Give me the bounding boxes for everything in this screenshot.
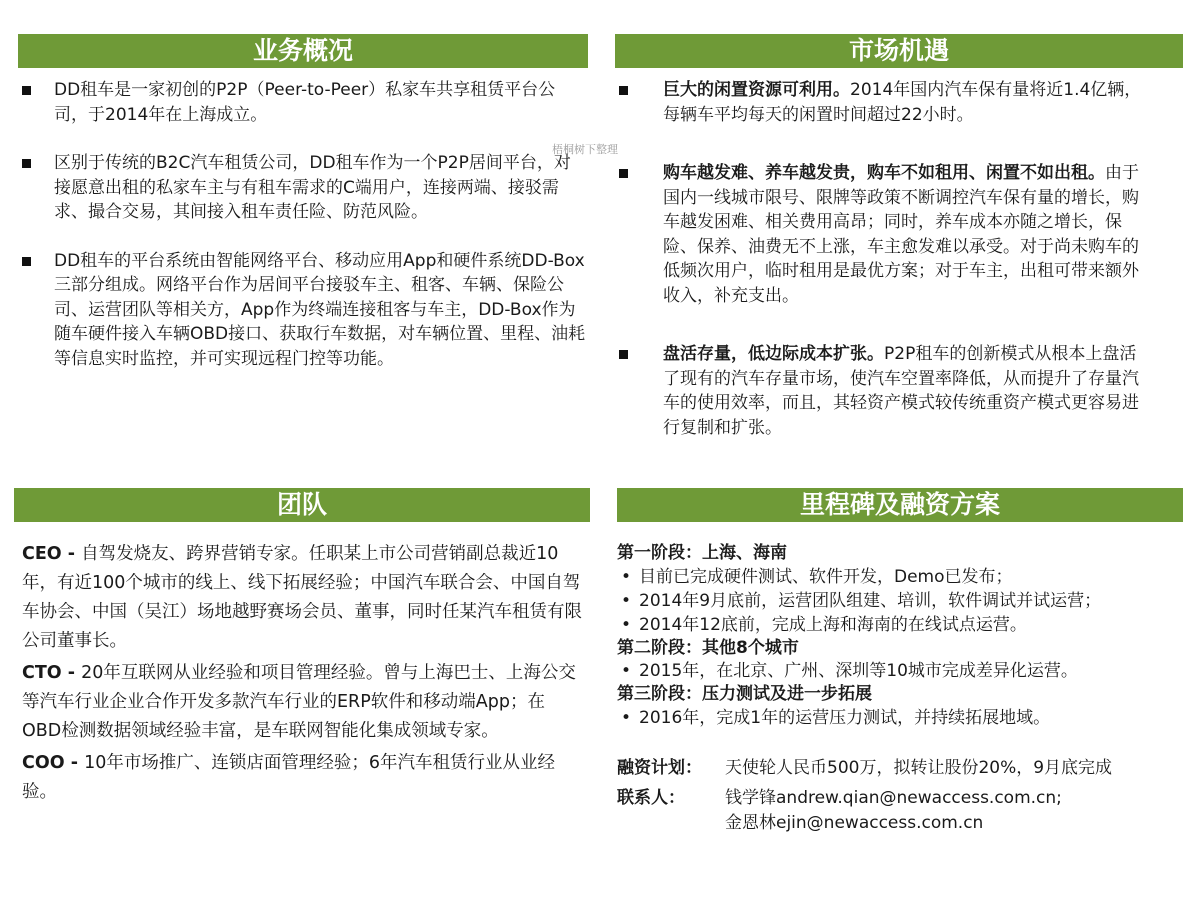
- member-role: CEO: [22, 544, 62, 564]
- team-member-coo: [22, 749, 584, 807]
- list-item: • 2015年，在北京、广州、深圳等10城市完成差异化运营。: [617, 659, 1183, 683]
- watermark: 梧桐树下整理: [552, 143, 618, 156]
- funding-label: 融资计划：: [617, 757, 702, 778]
- market-panel: [615, 34, 1183, 464]
- member-bio: 自驾发烧友、跨界营销专家。任职某上市公司营销副总裁近10年，有近100个城市的线上、线下拓展经验；中国汽车联合会、中国自驾车协会、中国（吴江）场地越野赛场会员、董事，同时任某汽车租赁有限公司董事长。: [22, 544, 582, 651]
- stage-1-title: 第一阶段：上海、海南: [617, 543, 787, 563]
- item-headline: 盘活存量，低边际成本扩张。: [663, 344, 884, 364]
- funding-text: 天使轮人民币500万，拟转让股份20%，9月底完成: [725, 757, 1113, 778]
- contact-item: 钱学锋andrew.qian@newaccess.com.cn;: [725, 788, 1062, 808]
- list-item: [615, 161, 1143, 308]
- team-panel: [14, 488, 590, 810]
- milestones-body: [617, 542, 1183, 835]
- list-item: [615, 78, 1143, 127]
- list-item: 区别于传统的B2C汽车租赁公司，DD租车作为一个P2P居间平台，对接愿意出租的私家车主与有租车需求的C端用户，连接两端、接驳需求、撮合交易，其间接入租车责任险、防范风险。: [18, 151, 586, 225]
- team-member-cto: [22, 659, 584, 746]
- member-role: CTO: [22, 663, 62, 683]
- list-item: DD租车是一家初创的P2P（Peer-to-Peer）私家车共享租赁平台公司，于2014年在上海成立。: [18, 78, 586, 127]
- stage-1-list: [617, 565, 1183, 637]
- item-headline: 购车越发难、养车越发贵，购车不如租用、闲置不如出租。: [663, 163, 1105, 183]
- overview-header: 业务概况: [18, 34, 588, 68]
- item-body: 由于国内一线城市限号、限牌等政策不断调控汽车保有量的增长，购车越发困难、相关费用高昂；同时，养车成本亦随之增长，保险、保养、油费无不上涨，车主愈发难以承受。对于尚未购车的低频次用户，临时租用是最优方案；对于车主，出租可带来额外收入，补充支出。: [663, 163, 1139, 306]
- list-item: DD租车的平台系统由智能网络平台、移动应用App和硬件系统DD-Box三部分组成。网络平台作为居间平台接驳车主、租客、车辆、保险公司、运营团队等相关方，App作为终端连接租客与车主，DD-Box作为随车硬件接入车辆OBD接口、获取行车数据，对车辆位置、里程、油耗等信息实时监控，并可实现远程门控等功能。: [18, 249, 586, 372]
- contact-row: [617, 786, 1183, 835]
- overview-list: [18, 78, 588, 371]
- item-body: P2P租车的创新模式从根本上盘活了现有的汽车存量市场，使汽车空置率降低，从而提升了存量汽车的使用效率，而且，其轻资产模式较传统重资产模式更容易进行复制和扩张。: [663, 344, 1139, 438]
- member-sep: -: [64, 753, 85, 773]
- team-header: 团队: [14, 488, 590, 522]
- member-bio: 20年互联网从业经验和项目管理经验。曾与上海巴士、上海公交等汽车行业企业合作开发多款汽车行业的ERP软件和移动端App；在OBD检测数据领域经验丰富，是车联网智能化集成领域专家。: [22, 663, 576, 741]
- list-item: • 目前已完成硬件测试、软件开发，Demo已发布；: [617, 565, 1183, 589]
- list-item: • 2016年，完成1年的运营压力测试，并持续拓展地域。: [617, 706, 1183, 730]
- contact-label: 联系人：: [617, 788, 685, 808]
- overview-panel: [18, 34, 588, 395]
- member-bio: 10年市场推广、连锁店面管理经验；6年汽车租赁行业从业经验。: [22, 753, 555, 802]
- item-body: 2014年国内汽车保有量将近1.4亿辆，每辆车平均每天的闲置时间超过22小时。: [663, 80, 1142, 125]
- milestones-panel: [617, 488, 1183, 835]
- market-header: 市场机遇: [615, 34, 1183, 68]
- team-body: [14, 540, 590, 807]
- funding-row: [617, 756, 1183, 781]
- stage-3-list: [617, 706, 1183, 730]
- stage-2-title: 第二阶段：其他8个城市: [617, 637, 799, 658]
- contact-list: [725, 786, 1062, 835]
- member-sep: -: [61, 663, 82, 683]
- stage-3-title: 第三阶段：压力测试及进一步拓展: [617, 684, 872, 704]
- team-member-ceo: [22, 540, 584, 656]
- market-list: [615, 78, 1183, 440]
- list-item: [615, 342, 1143, 440]
- milestones-header: 里程碑及融资方案: [617, 488, 1183, 522]
- stage-2-list: [617, 659, 1183, 683]
- list-item: • 2014年12底前，完成上海和海南的在线试点运营。: [617, 613, 1183, 637]
- member-sep: -: [61, 544, 82, 564]
- list-item: • 2014年9月底前，运营团队组建、培训，软件调试并试运营；: [617, 589, 1183, 613]
- item-headline: 巨大的闲置资源可利用。: [663, 80, 850, 100]
- member-role: COO: [22, 753, 65, 773]
- contact-item: 金恩林ejin@newaccess.com.cn: [725, 812, 984, 833]
